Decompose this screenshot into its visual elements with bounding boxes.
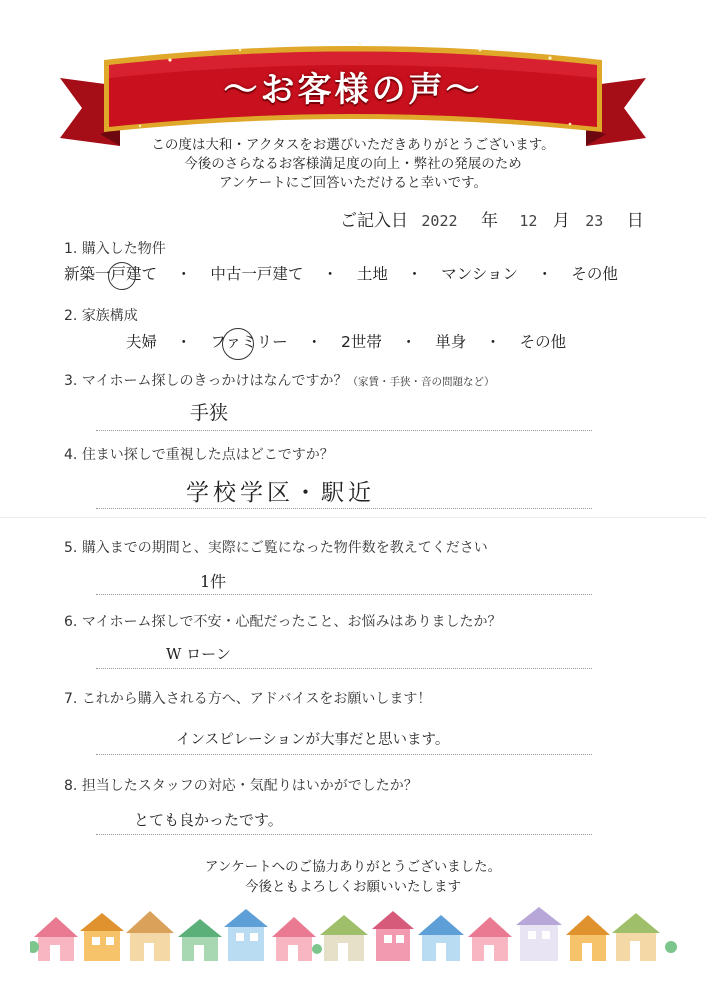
option-family-label: ファミリー — [210, 333, 288, 351]
answer-line — [96, 430, 592, 431]
selection-circle — [222, 328, 254, 360]
closing-line-1: アンケートへのご協力ありがとうございました。 — [204, 859, 502, 875]
question-2 — [64, 305, 138, 325]
answer-line — [96, 508, 592, 509]
answer-3[interactable]: 手狭 — [190, 402, 229, 424]
question-7-text: これから購入される方へ、アドバイスをお願いします！ — [81, 691, 432, 707]
intro-line-3: アンケートにご回答いただけると幸いです。 — [218, 175, 488, 191]
date-month[interactable]: 12 — [519, 212, 538, 230]
option-land[interactable]: 土地 — [356, 265, 388, 283]
houses-illustration — [30, 905, 680, 965]
separator-dot: ・ — [322, 265, 338, 283]
question-1 — [64, 238, 166, 258]
house-icon — [34, 917, 78, 961]
house-icon — [468, 917, 512, 961]
answer-8[interactable]: とても良かったです。 — [134, 811, 283, 829]
date-label: ご記入日 — [340, 211, 408, 231]
separator-dot: ・ — [485, 333, 501, 351]
separator-dot: ・ — [175, 265, 192, 283]
entry-date — [340, 206, 644, 231]
question-5-text: 購入までの期間と、実際にご覧になった物件数を教えてください — [81, 540, 488, 556]
house-icon — [320, 915, 368, 961]
separator-dot: ・ — [406, 265, 423, 283]
selection-circle — [108, 262, 136, 290]
question-1-number: 1. — [64, 241, 78, 257]
intro-text — [0, 136, 706, 193]
question-1-options — [64, 262, 618, 284]
house-icon — [612, 913, 660, 961]
question-3 — [64, 370, 495, 390]
option-other[interactable]: その他 — [571, 265, 618, 283]
question-4 — [64, 444, 334, 464]
answer-5[interactable]: 1件 — [200, 572, 227, 591]
separator-dot: ・ — [400, 333, 417, 351]
option-new-house-label: 新築一戸建て — [64, 265, 158, 283]
question-5 — [64, 537, 488, 557]
option-family[interactable] — [210, 333, 292, 351]
option-couple[interactable]: 夫婦 — [126, 333, 158, 351]
question-3-number: 3. — [64, 373, 78, 389]
house-icon — [178, 919, 222, 961]
question-4-number: 4. — [64, 447, 78, 463]
answer-line — [96, 834, 592, 835]
date-day[interactable]: 23 — [585, 212, 604, 230]
question-5-number: 5. — [64, 540, 78, 556]
question-1-text: 購入した物件 — [81, 241, 166, 257]
question-3-text: マイホーム探しのきっかけはなんですか？ — [81, 373, 348, 389]
fold-line — [0, 517, 706, 518]
question-8-number: 8. — [64, 778, 78, 794]
question-8-text: 担当したスタッフの対応・気配りはいかがでしたか？ — [81, 778, 418, 794]
question-2-number: 2. — [64, 308, 78, 324]
question-6-number: 6. — [64, 614, 78, 630]
date-month-label: 月 — [552, 211, 570, 231]
house-icon — [566, 915, 610, 961]
house-icon — [272, 917, 316, 961]
answer-7[interactable]: インスピレーションが大事だと思います。 — [176, 732, 450, 748]
option-mansion[interactable]: マンション — [441, 265, 519, 283]
option-single[interactable]: 単身 — [435, 333, 467, 351]
question-6 — [64, 611, 502, 631]
separator-dot: ・ — [536, 265, 553, 283]
question-4-text: 住まい探しで重視した点はどこですか？ — [81, 447, 334, 463]
date-day-label: 日 — [626, 211, 644, 231]
house-icon — [516, 907, 562, 961]
option-new-house[interactable] — [64, 265, 162, 283]
answer-6[interactable]: W ローン — [166, 645, 231, 663]
option-other[interactable]: その他 — [519, 333, 567, 351]
option-two-generation[interactable]: 2世帯 — [341, 333, 382, 351]
answer-4[interactable]: 学校学区・駅近 — [186, 480, 375, 506]
page-title: 〜お客様の声〜 — [223, 70, 483, 110]
question-8 — [64, 775, 418, 795]
question-2-options — [126, 330, 566, 352]
answer-line — [96, 668, 592, 669]
question-2-text: 家族構成 — [81, 308, 138, 324]
separator-dot: ・ — [306, 333, 323, 351]
house-icon — [372, 911, 414, 961]
house-icon — [126, 911, 174, 961]
intro-line-1: この度は大和・アクタスをお選びいただきありがとうございます。 — [151, 137, 555, 153]
question-7 — [64, 688, 431, 708]
closing-line-2: 今後ともよろしくお願いいたします — [245, 879, 461, 895]
answer-line — [96, 754, 592, 755]
option-used-house[interactable]: 中古一戸建て — [210, 265, 304, 283]
intro-line-2: 今後のさらなるお客様満足度の向上・弊社の発展のため — [184, 156, 522, 172]
house-icon — [80, 913, 124, 961]
answer-line — [96, 594, 592, 595]
house-icon — [224, 909, 268, 961]
date-year-label: 年 — [480, 211, 498, 231]
question-3-note: （家賃・手狭・音の問題など） — [347, 376, 495, 388]
question-6-text: マイホーム探しで不安・心配だったこと、お悩みはありましたか？ — [81, 614, 502, 630]
date-year[interactable]: 2022 — [421, 212, 458, 230]
question-7-number: 7. — [64, 691, 78, 707]
house-icon — [418, 915, 464, 961]
closing-message — [0, 857, 706, 897]
separator-dot: ・ — [175, 333, 192, 351]
